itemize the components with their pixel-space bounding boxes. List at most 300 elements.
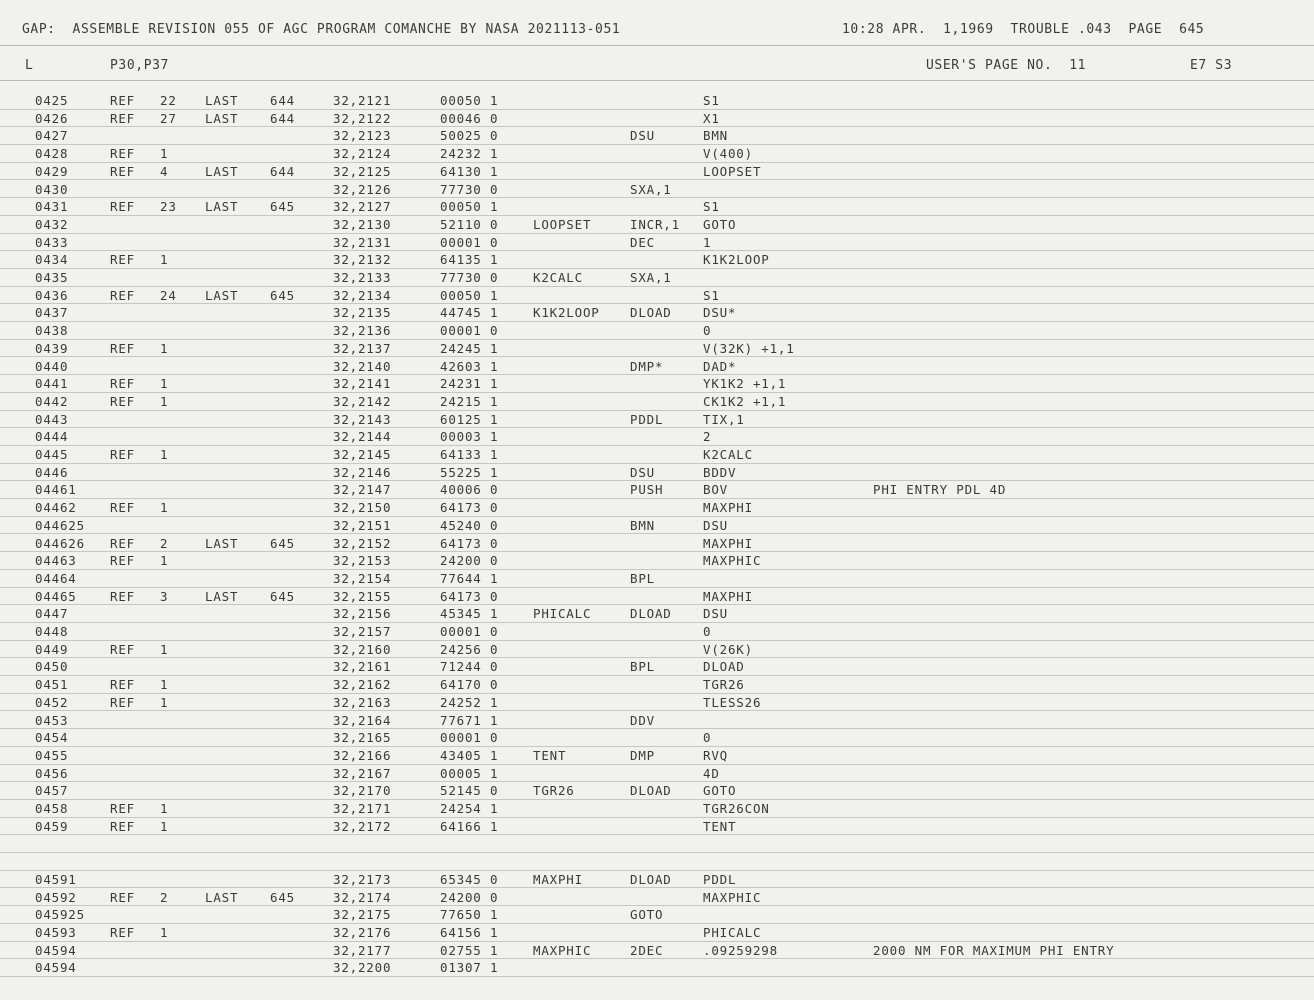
line-number: 0425 <box>35 93 69 108</box>
listing-row <box>0 269 1314 287</box>
address: 32,2130 <box>333 216 392 232</box>
line-number: 0453 <box>35 712 69 728</box>
ref-count: 1 <box>160 677 169 693</box>
ref-count: 1 <box>160 340 169 356</box>
operand: RVQ <box>703 747 728 763</box>
octal-code: 52110 0 <box>440 216 499 232</box>
address: 32,2161 <box>333 659 392 675</box>
address: 32,2176 <box>333 924 392 940</box>
operand: DAD* <box>703 358 737 374</box>
octal-code: 00001 0 <box>440 730 499 746</box>
address: 32,2146 <box>333 464 392 480</box>
line-number: 0459 <box>35 818 69 834</box>
listing-row <box>0 552 1314 570</box>
octal-code: 40006 0 <box>440 482 499 498</box>
listing-row <box>0 818 1314 836</box>
listing-row <box>0 481 1314 499</box>
operand: PDDL <box>703 871 737 887</box>
operand: TIX,1 <box>703 411 745 427</box>
line-number: 0435 <box>35 270 69 285</box>
ref-marker: REF <box>110 252 135 268</box>
line-number: 0439 <box>35 340 69 356</box>
octal-code: 24252 1 <box>440 694 499 710</box>
listing-row <box>0 605 1314 623</box>
octal-code: 60125 1 <box>440 411 499 427</box>
listing-row <box>0 181 1314 199</box>
operand: DSU <box>703 606 728 622</box>
line-number: 044625 <box>35 517 85 533</box>
operand: BOV <box>703 482 728 498</box>
ref-count: 24 <box>160 287 177 303</box>
ref-marker: REF <box>110 146 135 162</box>
line-number: 0444 <box>35 429 69 445</box>
operand: V(26K) <box>703 641 753 657</box>
address: 32,2141 <box>333 376 392 392</box>
last-marker: LAST <box>205 163 239 179</box>
operand: TGR26 <box>703 677 745 693</box>
operand: 4D <box>703 765 720 781</box>
listing-row <box>0 835 1314 853</box>
listing-row <box>0 924 1314 942</box>
opcode: DEC <box>630 234 655 250</box>
operand: 0 <box>703 624 712 639</box>
subheader-rule <box>0 80 1314 81</box>
ref-marker: REF <box>110 110 135 126</box>
line-number: 0427 <box>35 128 69 144</box>
operand: X1 <box>703 110 720 126</box>
last-page: 644 <box>270 93 295 108</box>
opcode: DDV <box>630 712 655 728</box>
ref-count: 1 <box>160 500 169 516</box>
operand: GOTO <box>703 216 737 232</box>
operand: MAXPHIC <box>703 553 762 569</box>
opcode: DLOAD <box>630 305 672 321</box>
ref-count: 4 <box>160 163 169 179</box>
symbol-label: MAXPHIC <box>533 942 592 958</box>
ref-count: 1 <box>160 376 169 392</box>
address: 32,2173 <box>333 871 392 887</box>
ref-count: 1 <box>160 801 169 816</box>
listing-row <box>0 889 1314 907</box>
ref-marker: REF <box>110 694 135 710</box>
operand: .09259298 <box>703 942 778 958</box>
line-number: 0450 <box>35 659 69 675</box>
address: 32,2151 <box>333 517 392 533</box>
opcode: BMN <box>630 517 655 533</box>
line-number: 0445 <box>35 447 69 462</box>
ref-count: 1 <box>160 641 169 657</box>
address: 32,2152 <box>333 535 392 551</box>
address: 32,2122 <box>333 110 392 126</box>
octal-code: 01307 1 <box>440 960 499 976</box>
listing-row <box>0 234 1314 252</box>
octal-code: 00001 0 <box>440 234 499 250</box>
ref-marker: REF <box>110 93 135 108</box>
line-number: 0437 <box>35 305 69 321</box>
ref-marker: REF <box>110 535 135 551</box>
octal-code: 65345 0 <box>440 871 499 887</box>
line-number: 0442 <box>35 393 69 409</box>
address: 32,2145 <box>333 447 392 462</box>
line-number: 0446 <box>35 464 69 480</box>
ref-count: 3 <box>160 588 169 604</box>
last-marker: LAST <box>205 110 239 126</box>
comment: PHI ENTRY PDL 4D <box>873 482 1007 498</box>
octal-code: 77650 1 <box>440 907 499 923</box>
address: 32,2133 <box>333 270 392 285</box>
operand: MAXPHI <box>703 500 753 516</box>
address: 32,2167 <box>333 765 392 781</box>
address: 32,2121 <box>333 93 392 108</box>
header-rule <box>0 45 1314 46</box>
listing-row <box>0 676 1314 694</box>
line-number: 0434 <box>35 252 69 268</box>
octal-code: 77730 0 <box>440 181 499 197</box>
operand: 2 <box>703 429 712 445</box>
listing-row <box>0 623 1314 641</box>
listing-row <box>0 729 1314 747</box>
opcode: GOTO <box>630 907 664 923</box>
last-page: 645 <box>270 588 295 604</box>
listing-row <box>0 765 1314 783</box>
address: 32,2132 <box>333 252 392 268</box>
ref-count: 1 <box>160 146 169 162</box>
listing-row <box>0 853 1314 871</box>
octal-code: 45240 0 <box>440 517 499 533</box>
line-number: 0455 <box>35 747 69 763</box>
address: 32,2165 <box>333 730 392 746</box>
line-number: 0438 <box>35 323 69 339</box>
octal-code: 64130 1 <box>440 163 499 179</box>
ref-marker: REF <box>110 393 135 409</box>
opcode: PDDL <box>630 411 664 427</box>
address: 32,2155 <box>333 588 392 604</box>
last-marker: LAST <box>205 588 239 604</box>
octal-code: 64170 0 <box>440 677 499 693</box>
address: 32,2143 <box>333 411 392 427</box>
address: 32,2177 <box>333 942 392 958</box>
address: 32,2123 <box>333 128 392 144</box>
address: 32,2156 <box>333 606 392 622</box>
line-number: 0429 <box>35 163 69 179</box>
ref-marker: REF <box>110 801 135 816</box>
listing-row <box>0 393 1314 411</box>
last-page: 645 <box>270 889 295 905</box>
octal-code: 24245 1 <box>440 340 499 356</box>
operand: K2CALC <box>703 447 753 462</box>
ref-count: 27 <box>160 110 177 126</box>
listing-row <box>0 287 1314 305</box>
listing-row <box>0 163 1314 181</box>
line-number: 0456 <box>35 765 69 781</box>
address: 32,2135 <box>333 305 392 321</box>
operand: S1 <box>703 199 720 215</box>
symbol-label: TENT <box>533 747 567 763</box>
octal-code: 64133 1 <box>440 447 499 462</box>
line-number: 0452 <box>35 694 69 710</box>
symbol-label: TGR26 <box>533 783 575 799</box>
octal-code: 64135 1 <box>440 252 499 268</box>
operand: MAXPHI <box>703 535 753 551</box>
listing-row <box>0 800 1314 818</box>
ref-marker: REF <box>110 287 135 303</box>
octal-code: 43405 1 <box>440 747 499 763</box>
address: 32,2140 <box>333 358 392 374</box>
line-number: 0431 <box>35 199 69 215</box>
line-number: 04593 <box>35 924 77 940</box>
line-number: 04594 <box>35 960 77 976</box>
line-number: 0433 <box>35 234 69 250</box>
address: 32,2134 <box>333 287 392 303</box>
ref-marker: REF <box>110 340 135 356</box>
ref-count: 1 <box>160 447 169 462</box>
operand: S1 <box>703 287 720 303</box>
listing-row <box>0 145 1314 163</box>
line-number: 044626 <box>35 535 85 551</box>
ref-marker: REF <box>110 553 135 569</box>
ref-marker: REF <box>110 641 135 657</box>
address: 32,2157 <box>333 624 392 639</box>
ref-count: 2 <box>160 535 169 551</box>
opcode: DLOAD <box>630 871 672 887</box>
symbol-label: K1K2LOOP <box>533 305 600 321</box>
listing-row <box>0 428 1314 446</box>
line-number: 04594 <box>35 942 77 958</box>
assembly-header: GAP: ASSEMBLE REVISION 055 OF AGC PROGRAM COMANCHE BY NASA 2021113-051 <box>22 22 621 37</box>
address: 32,2126 <box>333 181 392 197</box>
ref-marker: REF <box>110 889 135 905</box>
ref-count: 1 <box>160 393 169 409</box>
octal-code: 00050 1 <box>440 287 499 303</box>
ref-marker: REF <box>110 163 135 179</box>
opcode: BPL <box>630 570 655 586</box>
octal-code: 64173 0 <box>440 588 499 604</box>
listing-row <box>0 216 1314 234</box>
address: 32,2131 <box>333 234 392 250</box>
listing-row <box>0 535 1314 553</box>
listing-row <box>0 340 1314 358</box>
address: 32,2162 <box>333 677 392 693</box>
last-marker: LAST <box>205 889 239 905</box>
listing-row <box>0 198 1314 216</box>
octal-code: 00003 1 <box>440 429 499 445</box>
operand: PHICALC <box>703 924 762 940</box>
opcode: INCR,1 <box>630 216 680 232</box>
listing-row <box>0 712 1314 730</box>
listing-row <box>0 782 1314 800</box>
octal-code: 77644 1 <box>440 570 499 586</box>
ref-count: 2 <box>160 889 169 905</box>
address: 32,2166 <box>333 747 392 763</box>
octal-code: 00001 0 <box>440 323 499 339</box>
ref-count: 1 <box>160 553 169 569</box>
operand: MAXPHI <box>703 588 753 604</box>
operand: MAXPHIC <box>703 889 762 905</box>
octal-code: 24215 1 <box>440 393 499 409</box>
page-code: E7 S3 <box>1190 58 1233 73</box>
ref-count: 23 <box>160 199 177 215</box>
listing-row <box>0 127 1314 145</box>
address: 32,2150 <box>333 500 392 516</box>
address: 32,2127 <box>333 199 392 215</box>
line-number: 0451 <box>35 677 69 693</box>
line-number: 04461 <box>35 482 77 498</box>
last-page: 645 <box>270 535 295 551</box>
octal-code: 44745 1 <box>440 305 499 321</box>
listing-row <box>0 959 1314 977</box>
address: 32,2171 <box>333 801 392 816</box>
operand: 0 <box>703 323 712 339</box>
line-number: 0436 <box>35 287 69 303</box>
line-number: 0430 <box>35 181 69 197</box>
ref-marker: REF <box>110 588 135 604</box>
listing-row <box>0 906 1314 924</box>
line-number: 0458 <box>35 801 69 816</box>
octal-code: 50025 0 <box>440 128 499 144</box>
opcode: SXA,1 <box>630 270 672 285</box>
operand: 1 <box>703 234 712 250</box>
operand: CK1K2 +1,1 <box>703 393 787 409</box>
octal-code: 24256 0 <box>440 641 499 657</box>
address: 32,2175 <box>333 907 392 923</box>
line-number: 0443 <box>35 411 69 427</box>
ref-count: 1 <box>160 924 169 940</box>
address: 32,2160 <box>333 641 392 657</box>
last-page: 644 <box>270 163 295 179</box>
address: 32,2170 <box>333 783 392 799</box>
octal-code: 00001 0 <box>440 624 499 639</box>
last-marker: LAST <box>205 535 239 551</box>
operand: BDDV <box>703 464 737 480</box>
line-number: 04592 <box>35 889 77 905</box>
line-number: 0447 <box>35 606 69 622</box>
ref-marker: REF <box>110 818 135 834</box>
octal-code: 42603 1 <box>440 358 499 374</box>
last-page: 645 <box>270 199 295 215</box>
last-marker: LAST <box>205 93 239 108</box>
ref-count: 22 <box>160 93 177 108</box>
run-info: 10:28 APR. 1,1969 TROUBLE .043 PAGE 645 <box>842 22 1205 37</box>
line-number: 0426 <box>35 110 69 126</box>
ref-marker: REF <box>110 924 135 940</box>
ref-count: 1 <box>160 252 169 268</box>
operand: TLESS26 <box>703 694 762 710</box>
listing-row <box>0 694 1314 712</box>
symbol-label: MAXPHI <box>533 871 583 887</box>
last-marker: LAST <box>205 199 239 215</box>
operand: DSU* <box>703 305 737 321</box>
line-number: 04462 <box>35 500 77 516</box>
octal-code: 71244 0 <box>440 659 499 675</box>
line-number: 0428 <box>35 146 69 162</box>
operand: TGR26CON <box>703 801 770 816</box>
operand: V(400) <box>703 146 753 162</box>
ref-marker: REF <box>110 677 135 693</box>
line-number: 0432 <box>35 216 69 232</box>
line-number: 04591 <box>35 871 77 887</box>
operand: DLOAD <box>703 659 745 675</box>
opcode: PUSH <box>630 482 664 498</box>
operand: LOOPSET <box>703 163 762 179</box>
octal-code: 00005 1 <box>440 765 499 781</box>
octal-code: 24254 1 <box>440 801 499 816</box>
operand: K1K2LOOP <box>703 252 770 268</box>
listing-row <box>0 588 1314 606</box>
octal-code: 24232 1 <box>440 146 499 162</box>
operand: TENT <box>703 818 737 834</box>
ref-marker: REF <box>110 376 135 392</box>
ref-marker: REF <box>110 500 135 516</box>
octal-code: 52145 0 <box>440 783 499 799</box>
opcode: DMP* <box>630 358 664 374</box>
address: 32,2172 <box>333 818 392 834</box>
address: 32,2163 <box>333 694 392 710</box>
line-number: 04464 <box>35 570 77 586</box>
symbol-label: K2CALC <box>533 270 583 285</box>
address: 32,2154 <box>333 570 392 586</box>
opcode: DLOAD <box>630 606 672 622</box>
listing-row <box>0 411 1314 429</box>
line-number: 0441 <box>35 376 69 392</box>
listing-row <box>0 322 1314 340</box>
line-number: 0457 <box>35 783 69 799</box>
line-number: 045925 <box>35 907 85 923</box>
line-number: 0448 <box>35 624 69 639</box>
address: 32,2153 <box>333 553 392 569</box>
opcode: DSU <box>630 464 655 480</box>
address: 32,2124 <box>333 146 392 162</box>
listing-row <box>0 499 1314 517</box>
opcode: 2DEC <box>630 942 664 958</box>
address: 32,2147 <box>333 482 392 498</box>
octal-code: 00046 0 <box>440 110 499 126</box>
octal-code: 02755 1 <box>440 942 499 958</box>
listing-row <box>0 358 1314 376</box>
opcode: DSU <box>630 128 655 144</box>
line-number: 0440 <box>35 358 69 374</box>
line-number: 0454 <box>35 730 69 746</box>
opcode: DLOAD <box>630 783 672 799</box>
octal-code: 24200 0 <box>440 553 499 569</box>
operand: 0 <box>703 730 712 746</box>
listing-row <box>0 747 1314 765</box>
listing-row <box>0 464 1314 482</box>
listing-row <box>0 446 1314 464</box>
ref-count: 1 <box>160 818 169 834</box>
operand: S1 <box>703 93 720 108</box>
operand: DSU <box>703 517 728 533</box>
octal-code: 00050 1 <box>440 93 499 108</box>
listing-row <box>0 110 1314 128</box>
octal-code: 64166 1 <box>440 818 499 834</box>
listing-row <box>0 251 1314 269</box>
ref-count: 1 <box>160 694 169 710</box>
last-page: 645 <box>270 287 295 303</box>
operand: GOTO <box>703 783 737 799</box>
comment: 2000 NM FOR MAXIMUM PHI ENTRY <box>873 942 1115 958</box>
last-page: 644 <box>270 110 295 126</box>
listing-row <box>0 375 1314 393</box>
listing-row <box>0 641 1314 659</box>
last-marker: LAST <box>205 287 239 303</box>
users-page-number: USER'S PAGE NO. 11 <box>926 58 1087 73</box>
opcode: DMP <box>630 747 655 763</box>
listing-row <box>0 517 1314 535</box>
line-number: 04465 <box>35 588 77 604</box>
line-number: 04463 <box>35 553 77 569</box>
listing-row <box>0 570 1314 588</box>
address: 32,2164 <box>333 712 392 728</box>
